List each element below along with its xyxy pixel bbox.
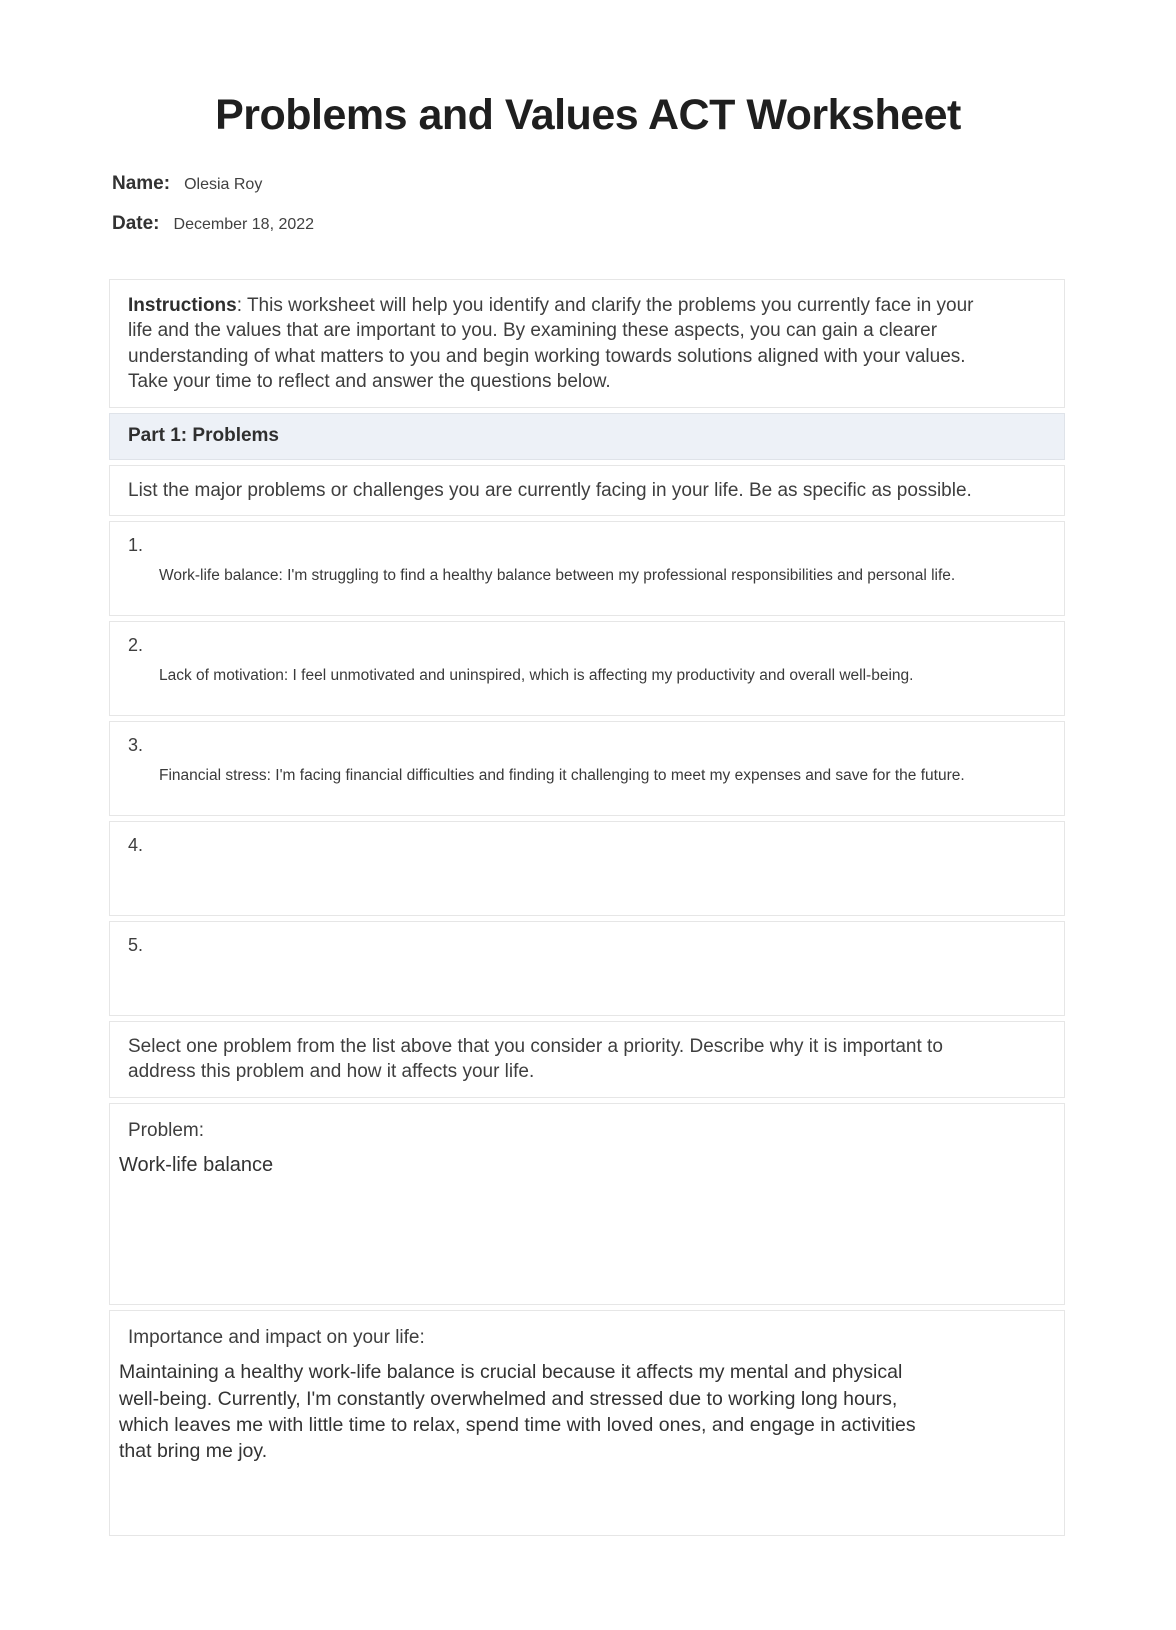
- question-select-problem-text: Select one problem from the list above that you consider a priority. Describe why it is important to address this problem and how it affects your life.: [128, 1036, 943, 1083]
- page-title: Problems and Values ACT Worksheet: [215, 91, 961, 139]
- problem-number-5: 5.: [128, 935, 144, 956]
- problem-value-field[interactable]: Work-life balance: [119, 1154, 274, 1177]
- instructions-box: [109, 279, 1065, 408]
- problem-item-3: [109, 721, 1065, 816]
- name-value-field[interactable]: Olesia Roy: [184, 176, 263, 193]
- problem-item-5: [109, 921, 1065, 1016]
- instructions-body: : This worksheet will help you identify and clarify the problems you currently face in your life and the values that are important to you. By examining these aspects, you can gain a clearer understanding of what matters to you and begin working towards solutions aligned with your values. Take your time to reflect and answer the questions below.: [128, 295, 974, 392]
- name-row: [112, 173, 1176, 195]
- problem-answer-field-3[interactable]: Financial stress: I'm facing financial difficulties and finding it challenging to meet my expenses and save for the future.: [159, 766, 965, 784]
- problem-answer-field-1[interactable]: Work-life balance: I'm struggling to find a healthy balance between my professional responsibilities and personal life.: [159, 566, 956, 584]
- question-list-problems: [109, 465, 1065, 516]
- date-label: Date:: [112, 213, 160, 234]
- problem-item-1: [109, 521, 1065, 616]
- problem-number-2: 2.: [128, 635, 144, 656]
- problem-answer-field-2[interactable]: Lack of motivation: I feel unmotivated and uninspired, which is affecting my productivity and overall well-being.: [159, 666, 914, 684]
- worksheet-body: [109, 279, 1065, 1536]
- question-select-problem: [109, 1021, 1065, 1098]
- instructions-text: [128, 293, 988, 394]
- name-label: Name:: [112, 173, 171, 194]
- problem-label: Problem:: [128, 1119, 205, 1141]
- date-row: [112, 213, 1176, 235]
- problem-number-3: 3.: [128, 735, 144, 756]
- problem-number-4: 4.: [128, 835, 144, 856]
- problem-number-1: 1.: [128, 535, 144, 556]
- problem-item-4: [109, 821, 1065, 916]
- importance-value-field[interactable]: Maintaining a healthy work-life balance is crucial because it affects my mental and physical well-being. Currently, I'm constantly overwhelmed and stressed due to working long hours, which leaves me with little time to relax, spend time with loved ones, and engage in activities that bring me joy.: [119, 1361, 916, 1463]
- question-list-problems-text: List the major problems or challenges you are currently facing in your life. Be as specific as possible.: [128, 479, 972, 501]
- problem-field-box: [109, 1103, 1065, 1305]
- meta-fields: [112, 173, 1176, 235]
- problem-item-2: [109, 621, 1065, 716]
- importance-field-box: [109, 1310, 1065, 1536]
- date-value-field[interactable]: December 18, 2022: [173, 216, 315, 233]
- instructions-label: Instructions: [128, 295, 237, 316]
- part1-header-text: Part 1: Problems: [128, 425, 279, 447]
- importance-label: Importance and impact on your life:: [128, 1326, 425, 1348]
- part1-header: [109, 413, 1065, 460]
